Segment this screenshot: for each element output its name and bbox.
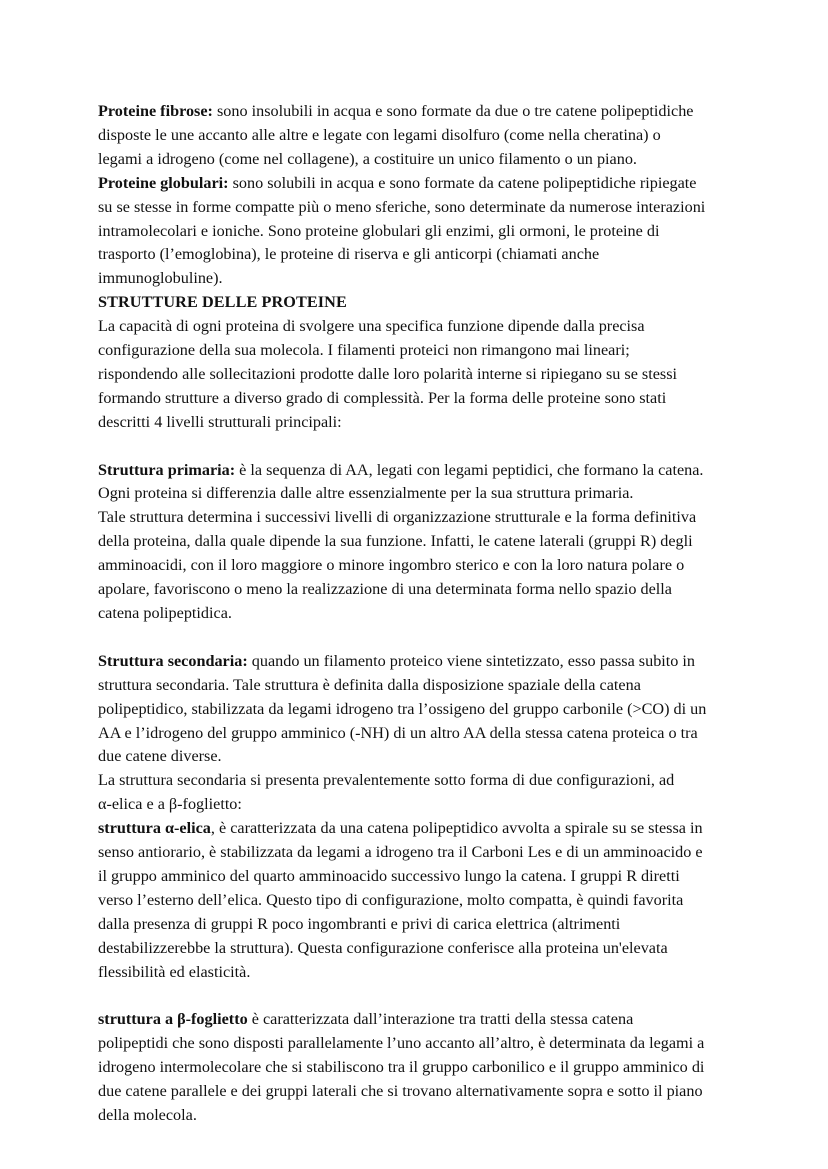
paragraph-struttura-alfa-elica <box>98 817 732 984</box>
text-line: due catene parallele e dei gruppi laterali che si trovano alternativamente sopra e sotto il piano <box>98 1082 703 1101</box>
text-line: La capacità di ogni proteina di svolgere una specifica funzione dipende dalla precisa <box>98 317 645 336</box>
text-line: AA e l’idrogeno del gruppo amminico (-NH) di un altro AA della stessa catena proteica o tra <box>98 723 698 742</box>
text-line: è la sequenza di AA, legati con legami peptidici, che formano la catena. <box>235 460 704 479</box>
paragraph-lead-struttura-alfa-elica: struttura α-elica <box>98 819 211 838</box>
text-line: legami a idrogeno (come nel collagene), a costituire un unico filamento o un piano. <box>98 149 637 168</box>
text-line: senso antiorario, è stabilizzata da legami a idrogeno tra il Carboni Les e di un amminoacido e <box>98 843 703 862</box>
text-line: α-elica e a β-foglietto: <box>98 795 242 814</box>
text-line: destabilizzerebbe la struttura). Questa configurazione conferisce alla proteina un'elevata <box>98 938 668 957</box>
document-body <box>98 100 732 1128</box>
text-line: descritti 4 livelli strutturali principali: <box>98 412 342 431</box>
text-line: struttura secondaria. Tale struttura è definita dalla disposizione spaziale della catena <box>98 675 641 694</box>
paragraph-lead-proteine-fibrose: Proteine fibrose: <box>98 102 213 120</box>
text-line: verso l’esterno dell’elica. Questo tipo di configurazione, molto compatta, è quindi favorita <box>98 890 684 909</box>
text-line: configurazione della sua molecola. I filamenti proteici non rimangono mai lineari; <box>98 341 630 360</box>
paragraph-capacita-proteina <box>98 315 732 435</box>
text-line: Ogni proteina si differenzia dalle altre essenzialmente per la sua struttura primaria. <box>98 484 634 503</box>
text-line: intramolecolari e ioniche. Sono proteine globulari gli enzimi, gli ormoni, le proteine di <box>98 221 660 240</box>
paragraph-lead-proteine-globulari: Proteine globulari: <box>98 173 229 192</box>
text-line: polipeptidi che sono disposti parallelamente l’uno accanto all’altro, è determinata da legami a <box>98 1034 705 1053</box>
paragraph-struttura-primaria <box>98 459 732 626</box>
text-line: catena polipeptidica. <box>98 604 232 623</box>
text-line: , è caratterizzata da una catena polipeptidico avvolta a spirale su se stessa in <box>210 819 703 838</box>
text-line: immunoglobuline). <box>98 269 223 288</box>
text-line: quando un filamento proteico viene sintetizzato, esso passa subito in <box>247 651 696 670</box>
paragraph-struttura-secondaria <box>98 650 732 817</box>
text-line: è caratterizzata dall’interazione tra tratti della stessa catena <box>247 1010 634 1029</box>
text-line: idrogeno intermolecolare che si stabiliscono tra il gruppo carbonilico e il gruppo amminico di <box>98 1058 705 1077</box>
text-line: sono solubili in acqua e sono formate da catene polipeptidiche ripiegate <box>228 173 697 192</box>
text-line: dalla presenza di gruppi R poco ingombranti e privi di carica elettrica (altrimenti <box>98 914 621 933</box>
text-line: amminoacidi, con il loro maggiore o minore ingombro sterico e con la loro natura polare o <box>98 556 685 575</box>
text-line: due catene diverse. <box>98 747 222 766</box>
text-line: su se stesse in forme compatte più o meno sferiche, sono determinate da numerose interazioni <box>98 197 706 216</box>
paragraph-lead-struttura-beta-foglietto: struttura a β-foglietto <box>98 1010 248 1029</box>
paragraph-lead-struttura-secondaria: Struttura secondaria: <box>98 651 248 670</box>
text-line: apolare, favoriscono o meno la realizzazione di una determinata forma nello spazio della <box>98 580 672 599</box>
text-line: formando strutture a diverso grado di complessità. Per la forma delle proteine sono stati <box>98 388 667 407</box>
text-line: La struttura secondaria si presenta prevalentemente sotto forma di due configurazioni, ad <box>98 771 675 790</box>
text-line: della proteina, dalla quale dipende la sua funzione. Infatti, le catene laterali (gruppi R) degli <box>98 532 693 551</box>
text-line: rispondendo alle sollecitazioni prodotte dalle loro polarità interne si ripiegano su se stessi <box>98 364 678 383</box>
text-line: Tale struttura determina i successivi livelli di organizzazione strutturale e la forma definitiva <box>98 508 697 527</box>
text-line: il gruppo amminico del quarto amminoacido successivo lungo la catena. I gruppi R diretti <box>98 866 680 885</box>
paragraph-struttura-beta-foglietto <box>98 1008 732 1128</box>
text-line: polipeptidico, stabilizzata da legami idrogeno tra l’ossigeno del gruppo carbonile (>CO) di un <box>98 699 707 718</box>
section-heading-strutture-delle-proteine: STRUTTURE DELLE PROTEINE <box>98 293 347 312</box>
text-line: trasporto (l’emoglobina), le proteine di riserva e gli anticorpi (chiamati anche <box>98 245 600 264</box>
text-line: flessibilità ed elasticità. <box>98 962 251 981</box>
text-line: disposte le une accanto alle altre e legate con legami disolfuro (come nella cheratina) o <box>98 125 661 144</box>
paragraph-lead-struttura-primaria: Struttura primaria: <box>98 460 236 479</box>
paragraph-proteine-globulari <box>98 172 732 292</box>
text-line: della molecola. <box>98 1106 197 1125</box>
paragraph-proteine-fibrose <box>98 100 732 172</box>
text-line: sono insolubili in acqua e sono formate da due o tre catene polipeptidiche <box>212 102 694 120</box>
